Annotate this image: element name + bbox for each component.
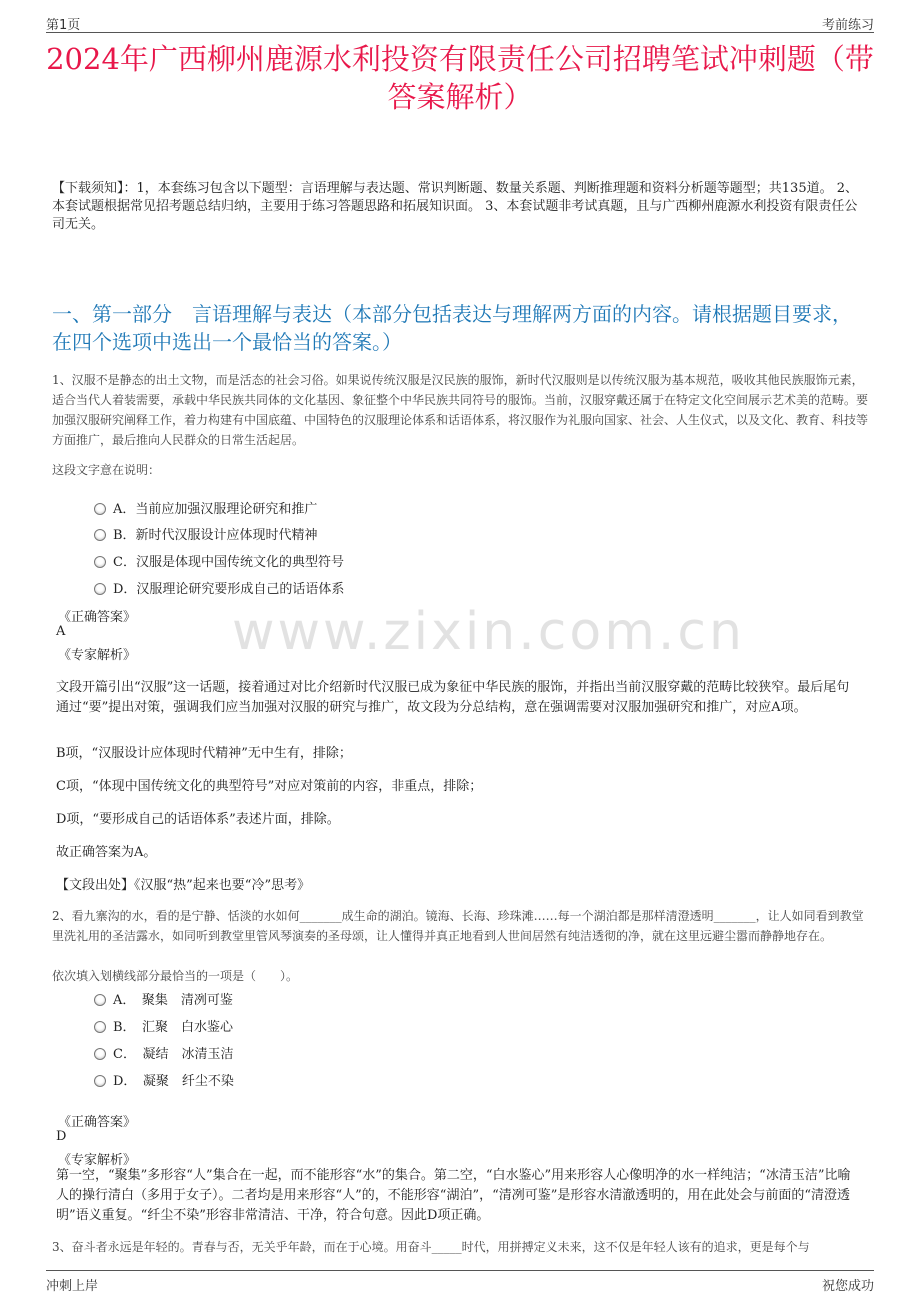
radio-icon[interactable] (94, 994, 106, 1006)
question-1-option-b[interactable]: B．新时代汉服设计应体现时代精神 (94, 524, 318, 543)
radio-icon[interactable] (94, 1075, 106, 1087)
question-2-answer-label: 《正确答案》 (58, 1115, 137, 1130)
question-1-answer: A (56, 624, 66, 639)
question-2-option-d[interactable]: D． 凝聚 纤尘不染 (94, 1070, 234, 1089)
question-2-option-a[interactable]: A． 聚集 清冽可鉴 (94, 989, 233, 1008)
question-1-stem: 1、汉服不是静态的出土文物，而是活态的社会习俗。如果说传统汉服是汉民族的服饰，新时代汉服则是以传统汉服为基本规范，吸收其他民族服饰元素，适合当代人着装需要，承载中华民族共同体的文化基因、象征整个中华民族共同符号的服饰。当前，汉服穿戴还属于在特定文化空间展示艺术美的范畴。要加强汉服研究阐释工作，着力构建有中国底蕴、中国特色的汉服理论体系和话语体系，将汉服作为礼服向国家、社会、人生仪式，以及文化、教育、科技等方面推广，最后推向人民群众的日常生活起居。 (52, 373, 869, 447)
question-1-ask: 这段文字意在说明： (52, 463, 161, 477)
radio-icon[interactable] (94, 1048, 106, 1060)
radio-icon[interactable] (94, 1021, 106, 1033)
question-1-answer-label: 《正确答案》 (58, 610, 137, 625)
header-label: 考前练习 (821, 18, 874, 33)
question-1-source: 【文段出处】《汉服“热”起来也要“冷”思考》 (56, 878, 311, 893)
page-number: 第1页 (46, 18, 81, 33)
question-3-stem: 3、奋斗者永远是年轻的。青春与否，无关乎年龄，而在于心境。用奋斗_____时代，用拼搏定义未来，这不仅是年轻人该有的追求，更是每个与 (52, 1240, 810, 1254)
question-1-analysis-b: B项，“汉服设计应体现时代精神”无中生有，排除； (56, 746, 352, 761)
question-1-option-d[interactable]: D．汉服理论研究要形成自己的话语体系 (94, 578, 344, 597)
watermark: www.zixin.com.cn (232, 602, 745, 662)
page-header (46, 10, 874, 33)
question-2-answer: D (56, 1129, 67, 1144)
section-heading: 一、第一部分 言语理解与表达（本部分包括表达与理解两方面的内容。请根据题目要求，在四个选项中选出一个最恰当的答案。） (52, 302, 852, 354)
question-2-stem: 2、看九寨沟的水，看的是宁静、恬淡的水如何_______成生命的湖泊。镜海、长海、珍珠滩……每一个湖泊都是那样清澄透明_______，让人如同看到教堂里洗礼用的圣洁露水，如同听到教堂里管风琴演奏的圣母颂，让人懂得并真正地看到人世间居然有纯洁透彻的净，就在这里远避尘嚣而静静地存在。 (52, 909, 864, 943)
page-title: 2024年广西柳州鹿源水利投资有限责任公司招聘笔试冲刺题（带答案解析） (46, 42, 874, 114)
footer-left: 冲刺上岸 (46, 1279, 99, 1294)
radio-icon[interactable] (94, 583, 106, 595)
question-1-option-c[interactable]: C．汉服是体现中国传统文化的典型符号 (94, 551, 344, 570)
question-2-analysis-label: 《专家解析》 (58, 1153, 137, 1168)
page-footer (46, 1270, 874, 1293)
radio-icon[interactable] (94, 529, 106, 541)
question-2-ask: 依次填入划横线部分最恰当的一项是（ ）。 (52, 969, 299, 983)
question-1-analysis-label: 《专家解析》 (58, 648, 137, 663)
question-1-analysis-d: D项，“要形成自己的话语体系”表述片面，排除。 (56, 812, 340, 827)
download-notice: 【下载须知】：1，本套练习包含以下题型：言语理解与表达题、常识判断题、数量关系题、判断推理题和资料分析题等题型；共135道。 2、本套试题根据常见招考题总结归纳，主要用于练习答题思路和拓展知识面。 3、本套试题非考试真题，且与广西柳州鹿源水利投资有限责任公司无关。 (52, 181, 858, 232)
question-1-option-a[interactable]: A．当前应加强汉服理论研究和推广 (94, 498, 317, 517)
radio-icon[interactable] (94, 503, 106, 515)
question-2-analysis: 第一空，“聚集”多形容“人”集合在一起，而不能形容“水”的集合。第二空，“白水鉴心”用来形容人心像明净的水一样纯洁；“冰清玉洁”比喻人的操行清白（多用于女子）。二者均是用来形容“人”的，不能形容“湖泊”，“清冽可鉴”是形容水清澈透明的，用在此处会与前面的“清澄透明”语义重复。“纤尘不染”形容非常清洁、干净，符合句意。因此D项正确。 (56, 1168, 851, 1223)
footer-right: 祝您成功 (821, 1279, 874, 1294)
question-2-option-c[interactable]: C． 凝结 冰清玉洁 (94, 1043, 233, 1062)
question-1-analysis-c: C项，“体现中国传统文化的典型符号”对应对策前的内容，非重点，排除； (56, 779, 483, 794)
question-1-conclusion: 故正确答案为A。 (56, 845, 157, 860)
question-1-analysis-para: 文段开篇引出“汉服”这一话题，接着通过对比介绍新时代汉服已成为象征中华民族的服饰，并指出当前汉服穿戴的范畴比较狭窄。最后尾句通过“要”提出对策，强调我们应当加强对汉服的研究与推广，故文段为分总结构，意在强调需要对汉服加强研究和推广，对应A项。 (56, 680, 850, 715)
question-2-option-b[interactable]: B． 汇聚 白水鉴心 (94, 1016, 233, 1035)
radio-icon[interactable] (94, 556, 106, 568)
